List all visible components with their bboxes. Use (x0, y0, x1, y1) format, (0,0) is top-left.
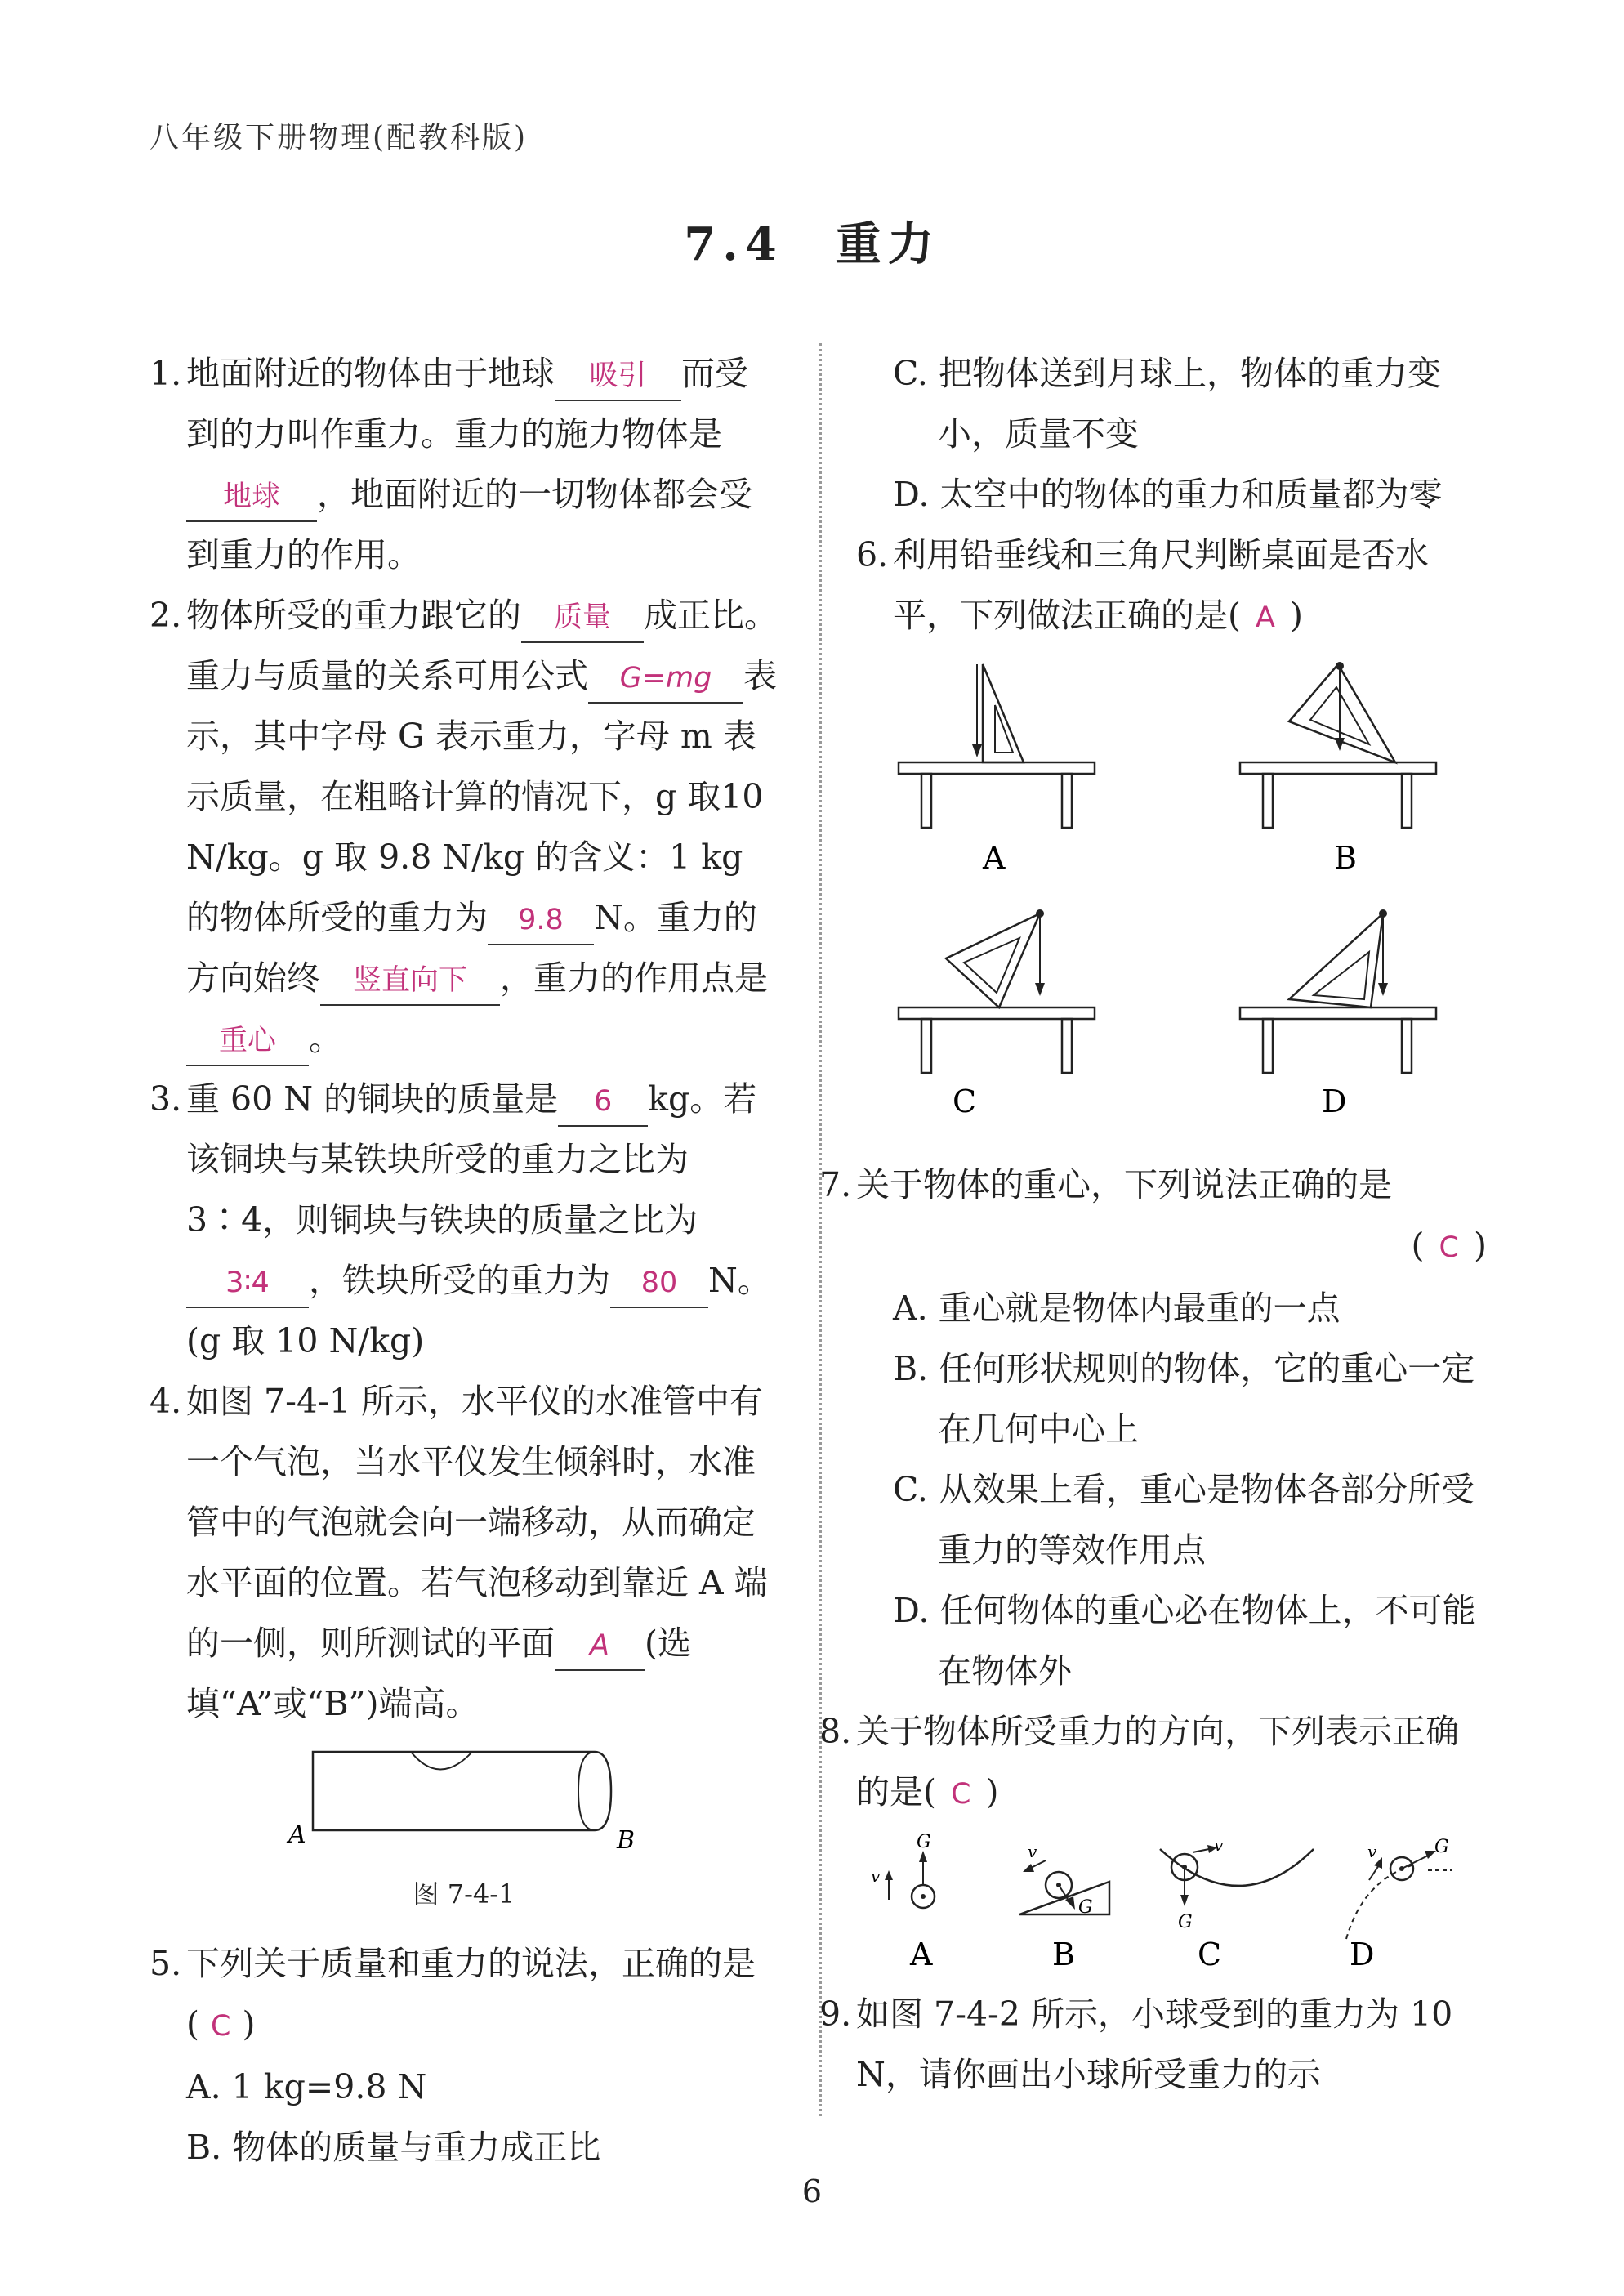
question-text: 关于物体的重心，下列说法正确的是 (856, 1165, 1392, 1204)
question-7 (819, 1155, 1487, 1278)
question-2 (149, 585, 779, 1069)
question-text: 如图 7-4-1 所示，水平仪的水准管中有一个气泡，当水平仪发生倾斜时，水准管中的气泡就会向一端移动，从而确定水平面的位置。若气泡移动到靠近 A 端的一侧，则所测试的平面 (186, 1382, 768, 1663)
question-text: 表示，其中字母 G 表示重力，字母 m 表示质量，在粗略计算的情况下，g 取10 N/kg。g 取 9.8 N/kg 的含义：1 kg 的物体所受的重力为 (186, 656, 777, 937)
question-number: 3. (149, 1079, 182, 1119)
answer-blank (558, 1075, 648, 1127)
vector-label-v: v (1367, 1842, 1377, 1861)
level-tube-body (313, 1752, 611, 1830)
question-number: 4. (149, 1382, 182, 1421)
option-c-diagram (1160, 1835, 1314, 1972)
option-d-diagram (1346, 1837, 1452, 1972)
option-label: D (1322, 1083, 1347, 1119)
book-header: 八年级下册物理(配教科版) (149, 121, 529, 154)
end-label-a: A (288, 1820, 306, 1849)
vector-label-g: G (1178, 1912, 1193, 1932)
question-text: 物体所受的重力跟它的 (186, 596, 521, 635)
left-column (149, 343, 779, 2178)
gravity-direction-figure (856, 1833, 1487, 1976)
answer-text: C (1439, 1231, 1459, 1264)
option-c: C. 把物体送到月球上，物体的重力变小，质量不变 (893, 354, 1441, 453)
answer-text: 3∶4 (225, 1266, 270, 1299)
paren-open: ( (1411, 1226, 1425, 1265)
right-column (819, 343, 1487, 2105)
answer-text: A (1256, 601, 1275, 634)
air-bubble (411, 1752, 472, 1770)
vector-label-g: G (1078, 1897, 1093, 1918)
answer-text: 吸引 (589, 360, 647, 392)
option-b: B. 任何形状规则的物体，它的重心一定在几何中心上 (893, 1349, 1475, 1449)
vector-label-v: v (1028, 1842, 1037, 1861)
option-b-diagram (1019, 1842, 1109, 1972)
question-3 (149, 1069, 779, 1371)
option-c: C. 从效果上看，重心是物体各部分所受重力的等效作用点 (893, 1470, 1475, 1570)
question-text: ，重力的作用点是 (500, 958, 768, 998)
answer-blank (588, 652, 743, 704)
paren-close: ) (985, 1772, 999, 1811)
answer-blank (488, 894, 594, 945)
option-d-diagram (1240, 909, 1436, 1119)
question-number: 9. (819, 1994, 852, 2034)
vector-label-g: G (1434, 1837, 1449, 1857)
option-label: A (910, 1936, 933, 1972)
question-text: 成正比。重力与质量的关系可用公式 (186, 596, 778, 695)
question-text: N。重力的方向始终 (186, 898, 757, 998)
option-a: A. 1 kg=9.8 N (186, 2067, 427, 2106)
question-1 (149, 343, 779, 585)
answer-blank (320, 954, 500, 1006)
question-text: (选填“A”或“B”)端高。 (186, 1624, 691, 1723)
vector-label-g: G (917, 1833, 931, 1852)
option-label: C (1198, 1936, 1222, 1972)
figure-caption: 图 7-4-1 (413, 1878, 515, 1910)
answer-text: 竖直向下 (352, 964, 467, 997)
answer-blank (521, 592, 644, 643)
answer-blank (186, 1257, 309, 1308)
question-text: N。(g 取 10 N/kg) (186, 1261, 771, 1360)
option-a-diagram (871, 1833, 935, 1972)
plumb-line-figure (856, 656, 1487, 1146)
option-b-diagram (1240, 662, 1436, 876)
paren-close: ) (1289, 596, 1303, 635)
option-label: B (1334, 840, 1357, 876)
question-text: 如图 7-4-2 所示，小球受到的重力为 10 N，请你画出小球所受重力的示 (856, 1994, 1453, 2094)
question-number: 8. (819, 1712, 852, 1751)
paren-close: ) (242, 2004, 256, 2044)
question-text: 而受到的力叫作重力。重力的施力物体是 (186, 354, 748, 453)
option-d: D. 太空中的物体的重力和质量都为零 (893, 475, 1443, 514)
answer-paren (856, 1215, 1487, 1278)
answer-text: G=mg (619, 662, 712, 695)
answer-text: 6 (594, 1085, 613, 1118)
end-label-b: B (617, 1826, 636, 1855)
question-8 (819, 1701, 1487, 1825)
question-text: 关于物体所受重力的方向，下列表示正确的是( (856, 1712, 1459, 1811)
option-label: A (983, 840, 1006, 876)
level-tube-figure (149, 1742, 779, 1865)
question-5 (149, 1933, 779, 2057)
answer-blank (555, 350, 681, 401)
vector-label-v: v (871, 1866, 881, 1886)
option-label: B (1052, 1936, 1075, 1972)
question-text: kg。若该铜块与某铁块所受的重力之比为 3∶4，则铜块与铁块的质量之比为 (186, 1079, 757, 1240)
answer-blank (555, 1619, 645, 1671)
answer-text: A (590, 1629, 609, 1662)
option-label: D (1350, 1936, 1375, 1972)
answer-text: C (951, 1778, 971, 1811)
question-text: ，地面附近的一切物体都会受到重力的作用。 (186, 475, 752, 574)
option-b: B. 物体的质量与重力成正比 (186, 2128, 601, 2167)
paren-close: ) (1474, 1226, 1487, 1265)
option-a-diagram (899, 664, 1095, 876)
answer-blank (186, 1015, 309, 1066)
section-title: 7.4 重力 (684, 217, 940, 271)
answer-blank (186, 471, 317, 522)
page-number: 6 (801, 2173, 823, 2209)
question-9 (819, 1984, 1487, 2105)
question-number: 5. (149, 1944, 182, 1983)
question-number: 2. (149, 596, 182, 635)
question-text: ，铁块所受的重力为 (309, 1261, 610, 1300)
question-text: 地面附近的物体由于地球 (186, 354, 555, 393)
answer-text: 重心 (218, 1025, 276, 1057)
answer-blank (610, 1257, 708, 1308)
question-text: 下列关于质量和重力的说法，正确的是( (186, 1944, 756, 2044)
answer-text: C (211, 2010, 231, 2043)
question-number: 7. (819, 1165, 852, 1204)
option-a: A. 重心就是物体内最重的一点 (893, 1289, 1341, 1328)
vector-label-v: v (1214, 1835, 1224, 1855)
question-number: 1. (149, 354, 182, 393)
question-number: 6. (856, 535, 889, 574)
question-text: 利用铅垂线和三角尺判断桌面是否水平，下列做法正确的是( (893, 535, 1429, 635)
option-d: D. 任何物体的重心必在物体上，不可能在物体外 (893, 1591, 1476, 1691)
answer-text: 80 (640, 1266, 678, 1299)
question-6 (856, 525, 1487, 648)
answer-text: 9.8 (518, 904, 564, 936)
question-text: 重 60 N 的铜块的质量是 (186, 1079, 559, 1119)
answer-text: 地球 (222, 480, 280, 513)
question-4 (149, 1371, 779, 1734)
level-tube-end (578, 1752, 595, 1830)
question-text: 。 (309, 1019, 342, 1058)
option-c-diagram (899, 909, 1095, 1119)
option-label: C (953, 1083, 977, 1119)
answer-text: 质量 (553, 601, 611, 634)
